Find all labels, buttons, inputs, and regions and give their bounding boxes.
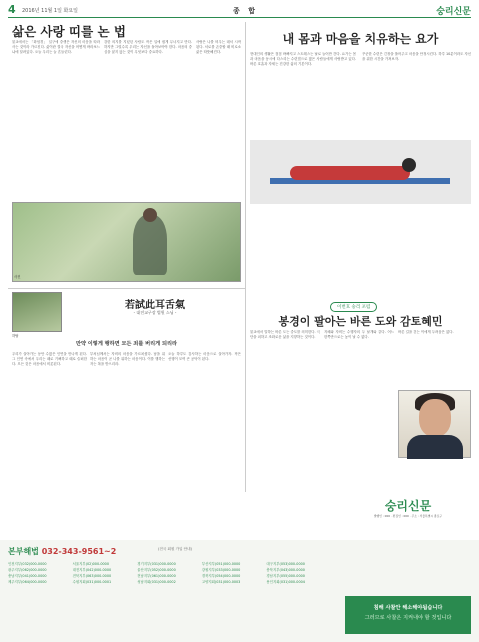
essay-title: 若試此耳舌氣: [125, 300, 185, 311]
branch-entry: 서울지부(02)000-0000: [72, 562, 109, 566]
promo-line-1: 침해 사찰안 해소해야됩습니다: [373, 605, 443, 611]
branch-entry: 용인지회(031)000-0004: [266, 580, 305, 584]
article-a-column-2: 강한 의지를 지녔던 사람도 작은 일에 쉽게 무너지고 만다. 하지만 그럴수록 우리는 자신을 돌아보아야 한다. 마음의 중심을 잃지 않는 것이 무엇보다 중요하다.: [104, 40, 192, 55]
branch-entry: 광주지부(062)000-0000: [8, 568, 47, 572]
essay-subhead: 만약 이렇게 행하면 모든 죄를 버리게 되리라: [75, 341, 178, 347]
article-a-title: 삶은 사랑 띠를 논 법: [12, 24, 127, 39]
article-a-column-3: 사랑은 나를 비우는 데서 시작된다. 서로를 존중할 때 비로소 삶은 따뜻해진다.: [196, 40, 241, 55]
promo-box: [345, 596, 471, 634]
masthead-logo: 숭리신문: [384, 499, 432, 513]
branch-entry: 제주지부(064)000-0000: [8, 580, 47, 584]
section-divider: [8, 288, 245, 289]
masthead-box: [345, 497, 471, 537]
branch-entry: 전북지부(063)000-0000: [72, 574, 112, 578]
forum-badge: 이번호 숭리 포럼: [330, 302, 377, 312]
article-b-column-1: 현대인의 생활은 점점 바빠지고 스트레스는 날로 늘어만 간다. 요가는 몸과 마음을 동시에 다스리는 수련법으로 많은 사람들에게 사랑받고 있다. 바른 호흡과 자세는 건강한 삶의 기본이다.: [250, 52, 356, 67]
article-b-column-2: 꾸준한 수련은 긴장을 풀어주고 마음을 안정시킨다. 하루 10분이라도 자신을 위한 시간을 가져보자.: [362, 52, 471, 62]
essay-byline: - 대전교구장 법원 스님 -: [133, 310, 177, 315]
portrait-suit: [407, 435, 463, 459]
branch-entry: 대전지부(042)000-0000: [72, 568, 112, 572]
branch-entry: 충북지부(043)000-0000: [266, 568, 305, 572]
ad-label: 본부해법: [8, 547, 39, 556]
branch-list: [8, 562, 328, 585]
branch-directory-ad: [8, 546, 328, 634]
branch-entry: 대구지부(053)000-0000: [266, 562, 305, 566]
branch-entry: 수원지회(031)000-0001: [72, 580, 112, 584]
portrait-face: [419, 399, 451, 437]
branch-entry: 전남지부(061)000-0000: [137, 574, 176, 578]
columnist-photo: [398, 390, 471, 458]
article-a-photo: [12, 202, 241, 282]
ad-phone: 032-343-9561~2: [41, 547, 117, 556]
article-a-column-1: 불교에서는 「화엄경」 일구에 중생은 자신의 마음을 따라 사는 것이라 가르친다. 삶이란 결국 자신을 어떻게 바라보느냐에 달려있다. 오늘 우리는 늘 흔들린다.: [12, 40, 100, 55]
article-b-title: 내 몸과 마음을 치유하는 요가: [282, 32, 439, 46]
essay-kicker: 하탈: [12, 334, 19, 338]
branch-entry: 인천지부(032)000-0000: [8, 562, 47, 566]
essay-column-1: 우리가 살아가는 동안 수많은 인연을 만나게 된다. 그 인연 속에서 우리는 때로 기뻐하고 때로 슬퍼한다. 모든 것은 마음에서 비롯된다.: [12, 352, 87, 367]
masthead-info: 발행인 : 000 · 편집인 : 000 · 주소 : 서울특별시 종로구: [373, 514, 443, 518]
branch-entry: 강원지부(033)000-0000: [201, 568, 241, 572]
essay-column-3: 오늘 하루도 감사하는 마음으로 살아가자. 작은 선행이 모여 큰 공덕이 된다.: [168, 352, 241, 362]
branch-entry: 울산지부(052)000-0000: [137, 568, 176, 572]
article-c-title: 봉경이 팔아는 바른 도와 감토혜민: [278, 315, 443, 328]
branch-entry: 충남지부(041)000-0000: [8, 574, 47, 578]
branch-entry: 성남지회(031)000-0002: [137, 580, 176, 584]
branch-entry: 경북지부(054)000-0000: [201, 574, 241, 578]
yoga-photo: [250, 140, 471, 204]
promo-line-2: 그러므로 사찰은 지켜내야 할 것입니다: [364, 615, 452, 621]
page-header: [8, 3, 471, 18]
branch-entry: 경남지부(055)000-0000: [266, 574, 305, 578]
branch-entry: 경기지부(031)000-0000: [137, 562, 176, 566]
article-c-column-2: 지혜와 자비는 수행자의 두 날개와 같다. 어느 한쪽만으로는 높이 날 수 없다.: [324, 330, 394, 340]
article-c-column-1: 불교에서 말하는 바른 도는 중도를 의미한다. 극단을 피하고 조화로운 삶을 지향하는 것이다.: [250, 330, 320, 340]
column-divider: [245, 22, 246, 492]
branch-entry: 부산지부(051)000-0000: [201, 562, 241, 566]
article-a-photo-caption: 사진: [14, 275, 21, 279]
photo-figure-head: [143, 208, 157, 222]
photo-figure: [133, 215, 167, 275]
paper-name: 숭리신문: [436, 7, 471, 17]
page-number: 4: [8, 3, 16, 16]
section-title: 종 합: [233, 7, 258, 15]
branch-entry: 고양지회(031)000-0003: [201, 580, 241, 584]
ad-subtitle: (전국 회원 가입 안내): [158, 547, 193, 551]
essay-author-photo: [12, 292, 62, 332]
yoga-figure-head: [402, 158, 416, 172]
article-c-column-3: 바른 길을 걷는 이에게 두려움은 없다.: [398, 330, 454, 334]
issue-date: 2016년 11월 1일 화요일: [22, 8, 79, 14]
essay-column-2: 부처님께서는 자비의 마음을 가르치셨다. 남을 위하는 마음이 곧 나를 위하는 마음이다. 이를 행하는 자는 복을 받으리라.: [90, 352, 165, 367]
yoga-figure: [290, 166, 410, 180]
